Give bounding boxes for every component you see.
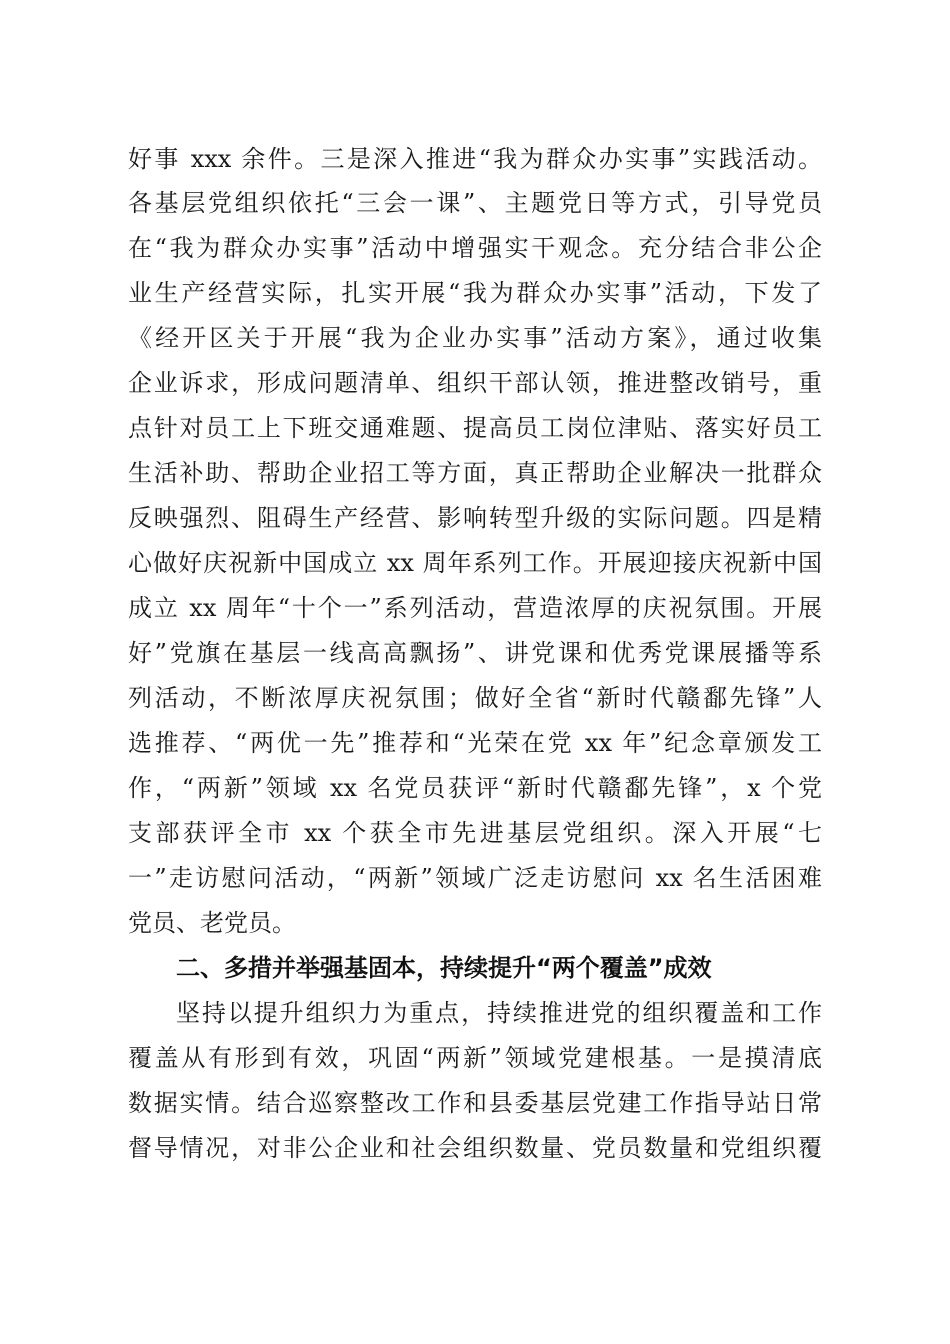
paragraph-1-line-12: 好”党旗在基层一线高高飘扬”、讲党课和优秀党课展播等系 (128, 639, 822, 667)
paragraph-1-line-6: 企业诉求，形成问题清单、组织干部认领，推进整改销号，重 (128, 369, 822, 397)
paragraph-1-line-5: 《经开区关于开展“我为企业办实事”活动方案》，通过收集 (128, 324, 822, 352)
paragraph-2-line-4: 督导情况，对非公企业和社会组织数量、党员数量和党组织覆 (128, 1134, 822, 1162)
paragraph-1-line-11: 成立 xx 周年“十个一”系列活动，营造浓厚的庆祝氛围。开展 (128, 594, 822, 622)
paragraph-1-line-9: 反映强烈、阻碍生产经营、影响转型升级的实际问题。四是精 (128, 504, 822, 532)
paragraph-1-line-4: 业生产经营实际，扎实开展“我为群众办实事”活动，下发了 (128, 279, 822, 307)
paragraph-1-line-3: 在“我为群众办实事”活动中增强实干观念。充分结合非公企 (128, 234, 822, 262)
paragraph-1-line-16: 支部获评全市 xx 个获全市先进基层党组织。深入开展“七 (128, 819, 822, 847)
paragraph-2-line-1: 坚持以提升组织力为重点，持续推进党的组织覆盖和工作 (176, 999, 822, 1027)
paragraph-1-line-17: 一”走访慰问活动，“两新”领域广泛走访慰问 xx 名生活困难 (128, 864, 822, 892)
paragraph-2-line-2: 覆盖从有形到有效，巩固“两新”领域党建根基。一是摸清底 (128, 1044, 822, 1072)
paragraph-1-line-7: 点针对员工上下班交通难题、提高员工岗位津贴、落实好员工 (128, 414, 822, 442)
paragraph-1-line-1: 好事 xxx 余件。三是深入推进“我为群众办实事”实践活动。 (128, 145, 822, 173)
paragraph-1-line-2: 各基层党组织依托“三会一课”、主题党日等方式，引导党员 (128, 189, 822, 217)
paragraph-1-line-14: 选推荐、“两优一先”推荐和“光荣在党 xx 年”纪念章颁发工 (128, 729, 822, 757)
section-heading: 二、多措并举强基固本，持续提升“两个覆盖”成效 (176, 954, 712, 982)
paragraph-1-line-18: 党员、老党员。 (128, 909, 296, 937)
paragraph-1-line-15: 作，“两新”领域 xx 名党员获评“新时代赣鄱先锋”，x 个党 (128, 774, 822, 802)
paragraph-1-line-10: 心做好庆祝新中国成立 xx 周年系列工作。开展迎接庆祝新中国 (128, 549, 822, 577)
paragraph-1-line-13: 列活动，不断浓厚庆祝氛围；做好全省“新时代赣鄱先锋”人 (128, 684, 822, 712)
paragraph-2-line-3: 数据实情。结合巡察整改工作和县委基层党建工作指导站日常 (128, 1089, 822, 1117)
paragraph-1-line-8: 生活补助、帮助企业招工等方面，真正帮助企业解决一批群众 (128, 459, 822, 487)
